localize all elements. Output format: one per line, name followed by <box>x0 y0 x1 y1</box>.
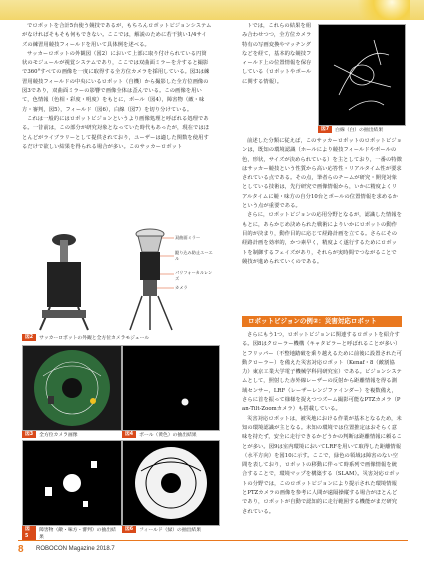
page-footer <box>18 540 408 557</box>
paragraph: 前述した分類に従えば，このサッカーロボットのロボットビジョンは，既知の環境認識（ホールにより競技フィールドやボールの色，形状，サイズが決められている）を主としており，一番の特徴はサッカー競技という性質から高い応答性・リアルタイム性が要求されている点である。その点，筆者らのチームが研究・開発対象としている技術は，先行研究で画像情報から，いかに精度よくリアルタイムに競・味方の自分10台とボールの位置情報を求めるかという点が重要である。 <box>242 138 402 210</box>
caption-text: サッカーロボットの外観と全方位カメラモジュール <box>39 336 150 341</box>
caption-text: フィールド（緑）の抽出結果 <box>139 528 202 533</box>
fig2-label: 双曲面ミラー <box>175 235 201 240</box>
paragraph: さらにもう1つ，ロボットビジョンに関連するロボットを紹介する。図8はクローラー機構（キャタピラーと呼ばれることが多い）とフリッパー（不整地踏破を乗り越えるために前後に設置された可動クローラー）を備えた災害対応ロボット（Kenaf・8（敵割協力）東京工業大学電子機械学科同研究室）である。ビジョンシステムとして，照射した赤外線レーザーの反射から距離情報を得る測域センサー，LRF（レーザーレンジファインダー）を複数備え，さらに首を振って様様を捉えつつズーム撮影可能なPTZカメラ（Pan-Tilt-Zoomカメラ）も搭載している。 <box>242 332 402 413</box>
page-number: 8 <box>18 544 24 555</box>
caption-text: ボール（黄色）の抽出結果 <box>139 433 197 438</box>
figure-5-image <box>22 440 122 526</box>
section-heading: ロボットビジョンの例②：災害対応ロボット <box>242 316 402 327</box>
figure-number: 図3 <box>22 431 36 438</box>
robot-photo-left <box>40 234 88 330</box>
figure-7-image <box>318 24 406 126</box>
text-column-2 <box>242 22 314 87</box>
caption-text: 障害物（敵・味方・審判）の抽出結果 <box>39 528 116 540</box>
paragraph: でロボットを合計5台使う競技であるが，もちろんロボットビジョンシステムがなければそもそも何もできない。ここでは，解説のために若干狭い1/4サイズの練習用競技フィールドを用いて具体例を述べる。 <box>22 23 212 48</box>
figure-number: 図7 <box>318 126 332 133</box>
header-band <box>0 0 424 20</box>
fig2-label: パリフォーカルレンズ <box>175 270 213 281</box>
figure-number: 図2 <box>22 334 36 341</box>
figure-6-image <box>122 440 220 526</box>
caption-text: 白線（白）の抽出結果 <box>335 128 384 133</box>
fig2-label: 縦り込み防止ユーエル <box>175 250 213 261</box>
header-burst <box>350 0 410 20</box>
figure-7-caption <box>318 126 383 133</box>
caption-text: 全方位カメラ画像 <box>39 433 78 438</box>
paragraph: これは一般的にはロボットビジョンというより画像処理と呼ばれる処理である。一昔前は，この部分が研究対象となっていた時代もあったが，現在ではほとんどがライブラリーとして提供されており，ユーザーは適した関数を使用するだけで欲しい結果を得られる場合が多い。このサッカーロボット <box>22 115 210 150</box>
paragraph: トでは，これらの結果を組み合わせつつ，全方位カメラ特有の写画変換やマッチングなどを経て，基本的な競技フィールド上の位置情報を保存している（ロボットやボールに関する情報）。 <box>242 23 312 85</box>
figure-4-caption <box>122 431 197 438</box>
paragraph: さらに，ロボットビジョンの応用分野となるが，認識した情報をもとに，あらかじめ決められた戦術によりいかにロボットの動作目的が決まり，動作目的に応じて経路計画を立てる。さらにその経路計画を効率的，かつ素早く，精度よく遂行するためにロボットを制御するフェイズがあり，それらが実時間でつながることで競技が進められていくのである。 <box>242 212 402 265</box>
text-column-1 <box>22 22 212 152</box>
text-column-3 <box>242 137 402 267</box>
figure-number: 図5 <box>22 526 36 540</box>
figure-number: 図6 <box>122 526 136 533</box>
magazine-name: ROBOCON Magazine 2018.7 <box>36 546 115 552</box>
figure-5-caption <box>22 526 120 540</box>
figure-3-caption <box>22 431 78 438</box>
figure-6-caption <box>122 526 201 533</box>
paragraph: 災害対応ロボットは，被災地における作業が基本となるため，未知の環境認識が主となる。未知の環境では位置推定はおそらく意味を持たず，安全に走行できるかどうかの判断は距離情報に頼ることが多い。図9は室内環境においてLRFを用いて取得した距離情報（水平方向）を図10に示す。ここで，緑色の領域は障害のない空間を表しており，ロボットの移動に伴って時系列で画像情報を統合することで，環境マップを構築する（SLAM）。災害対応ロボットの分野では，このロボットビジョンにより提示された環境情報とPTZカメラの画像を参考に人間が遠隔操縦する場合がほとんどであり，ロボットが自動で認知的に走行範囲する機能がまだ研究されている。 <box>242 415 402 515</box>
paragraph: サッカーロボットの外観図（図2）において上部に取り付けられている円筒状のモジュールが視覚システムであり，ここでは双曲面ミラーを介すると撮影で360°すべての画像を一度に取得する全方位カメラを採用している。図3は練習用競技フィールドの中央にいるロボット（自機）から撮影した全方位画像の図3であり，双曲面ミラーの影響で画像全体は歪んでいる。この画像を用いて，色情報（色相・彩度・明度）をもとに，ボール（図4），障害物（敵・味方・審判，図5），フィールド（図6），白線（図7）を切り分けている。 <box>22 50 210 113</box>
camera-module-photo <box>130 229 172 330</box>
figure-number: 図4 <box>122 431 136 438</box>
figure-3-image <box>22 345 122 431</box>
figure-2-image <box>22 222 218 332</box>
text-column-4 <box>242 331 402 517</box>
fig2-label: カメラ <box>175 285 188 290</box>
figure-4-image <box>122 345 220 431</box>
figure-2-caption <box>22 334 149 341</box>
